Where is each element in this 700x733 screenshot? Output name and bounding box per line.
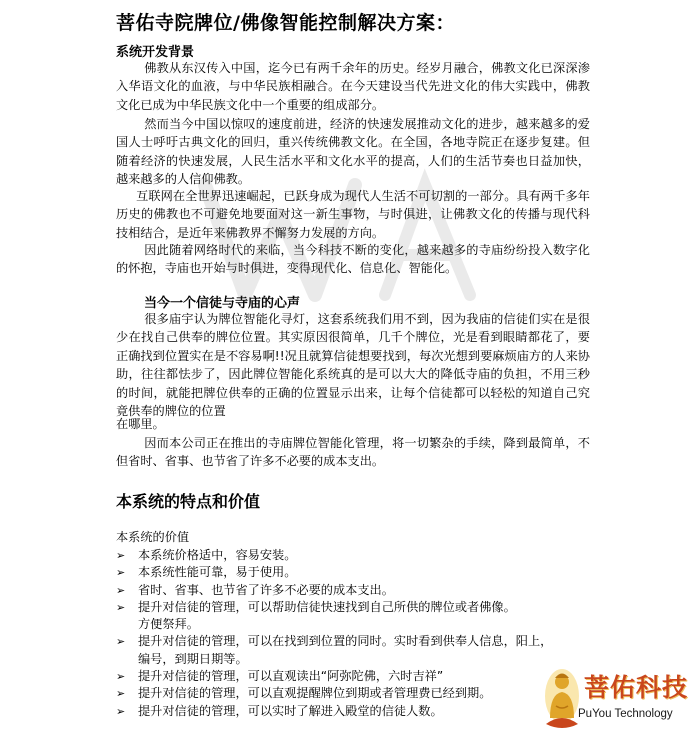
arrow-bullet-icon: ➢ (116, 566, 126, 580)
list-item (116, 703, 586, 720)
list-item-text: 本系统价格适中，容易安装。 (138, 548, 297, 562)
feature-list (116, 547, 586, 720)
paragraph-development (116, 115, 590, 189)
list-item-text: 提升对信徒的管理，可以直观提醒牌位到期或者管理费已经到期。 (138, 686, 492, 701)
list-item (116, 599, 586, 634)
arrow-bullet-icon: ➢ (116, 549, 126, 562)
list-item (116, 547, 586, 564)
list-item-text: 提升对信徒的管理，可以在找到到位置的同时。实时看到供奉人信息，阳上， (138, 634, 553, 649)
paragraph-company (116, 434, 590, 471)
arrow-bullet-icon: ➢ (116, 670, 126, 684)
list-item (116, 668, 586, 685)
paragraph-voice (116, 310, 590, 420)
paragraph-voice-text: 很多庙宇认为牌位智能化寻灯，这套系统我们用不到，因为我庙的信徒们实在是很少在找自己供奉的牌位位置。其实原因很简单，几千个牌位，光是看到眼睛都花了，要正确找到位置实在是不容易啊!!况且就算信徒想要找到，每次光想到要麻烦庙方的人来协助，往往都怯步了，因此牌位智能化系统真的是可以大大的降低寺庙的负担，不用三秒的时间，就能把牌位供奉的正确的位置显示出来，让每个信徒都可以轻松的知道自己究竟供奉的牌位的位置 (116, 312, 590, 419)
arrow-bullet-icon: ➢ (116, 687, 126, 701)
list-item-text: 提升对信徒的管理，可以帮助信徒快速找到自己所供的牌位或者佛像。 (138, 599, 516, 614)
paragraph-internet-text: 互联网在全世界迅速崛起，已跃身成为现代人生活不可切割的一部分。具有两千多年历史的佛教也不可避免地要面对这一新生事物，与时俱进，让佛教文化的传播与现代科技相结合，是近年来佛教界不懈努力发展的方向。 (116, 189, 590, 240)
arrow-bullet-icon: ➢ (116, 635, 126, 649)
company-logo (542, 662, 700, 733)
document-title: 菩佑寺院牌位/佛像智能控制解决方案： (116, 12, 455, 34)
paragraph-company-text: 因而本公司正在推出的寺庙牌位智能化管理，将一切繁杂的手续，降到最简单，不但省时、省事、也节省了许多不必要的成本支出。 (116, 436, 590, 469)
arrow-bullet-icon: ➢ (116, 583, 126, 597)
list-item-continuation: 方便祭拜。 (138, 617, 199, 632)
logo-english-name: PuYou Technology (578, 708, 673, 720)
list-item-text: 提升对信徒的管理，可以实时了解进入殿堂的信徒人数。 (138, 703, 443, 718)
list-item-continuation: 编号，到期日期等。 (138, 651, 248, 666)
paragraph-voice-end-text: 在哪里。 (116, 417, 165, 431)
list-item (116, 564, 586, 581)
list-item (116, 685, 586, 702)
arrow-bullet-icon: ➢ (116, 704, 126, 718)
paragraph-intro-text: 佛教从东汉传入中国，迄今已有两千余年的历史。经岁月融合，佛教文化已深深渗入华语文化的血液，与中华民族相融合。在今天建设当代先进文化的伟大实践中，佛教文化已成为中华民族文化中一个重要的组成部分。 (116, 61, 590, 112)
section-heading-features: 本系统的特点和价值 (116, 492, 261, 511)
logo-chinese-name: 菩佑科技 (584, 673, 689, 702)
value-label: 本系统的价值 (116, 530, 190, 544)
paragraph-digital (116, 241, 590, 278)
list-item (116, 633, 586, 668)
paragraph-internet (116, 187, 590, 242)
paragraph-voice-end (116, 415, 590, 433)
list-item-text: 提升对信徒的管理，可以直观读出“阿弥陀佛，六时吉祥” (138, 669, 444, 684)
paragraph-digital-text: 因此随着网络时代的来临，当今科技不断的变化，越来越多的寺庙纷纷投入数字化的怀抱，寺庙也开始与时俱进，变得现代化、信息化、智能化。 (116, 243, 590, 276)
arrow-bullet-icon: ➢ (116, 600, 126, 614)
paragraph-intro (116, 59, 590, 114)
list-item-text: 省时、省事、也节省了许多不必要的成本支出。 (138, 582, 394, 597)
list-item (116, 582, 586, 599)
section-heading-voice: 当今一个信徒与寺庙的心声 (144, 296, 301, 311)
section-heading-background: 系统开发背景 (116, 45, 195, 60)
buddha-icon (542, 666, 582, 732)
list-item-text: 本系统性能可靠，易于使用。 (138, 565, 297, 580)
paragraph-development-text: 然而当今中国以惊叹的速度前进，经济的快速发展推动文化的进步，越来越多的爱国人士呼吁古典文化的回归，重兴传统佛教文化。在全国，各地寺院正在逐步复建。但随着经济的快速发展，人民生活水平和文化水平的提高，人们的生活节奏也日益加快，越来越多的人信仰佛教。 (116, 117, 590, 187)
